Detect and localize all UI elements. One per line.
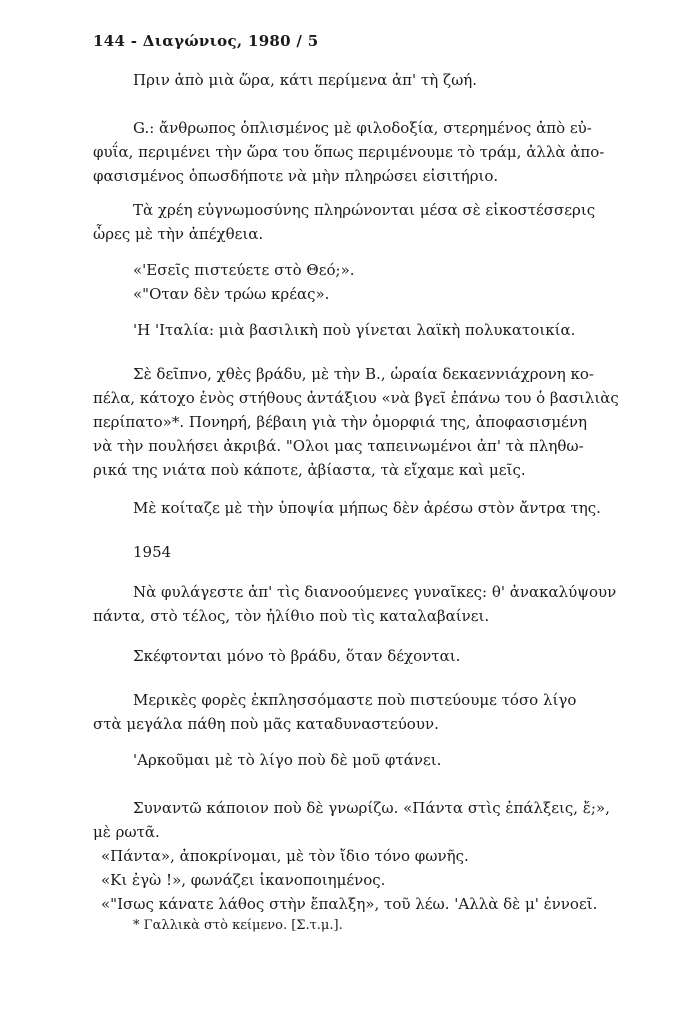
text-line: Νὰ φυλάγεστε ἀπ' τὶς διανοούμενες γυναῖκες: θ' ἀνακαλύψουν	[133, 583, 617, 601]
paragraph	[93, 362, 653, 482]
text-line: στὰ μεγάλα πάθη ποὺ μᾶς καταδυναστεύουν.	[93, 715, 439, 733]
text-line: «Κι ἐγὼ !», φωνάζει ἱκανοποιημένος.	[101, 871, 386, 889]
text-line: «Πάντα», ἀποκρίνομαι, μὲ τὸν ἴδιο τόνο φωνῆς.	[101, 847, 469, 865]
paragraph	[93, 318, 653, 342]
text-line: Σκέφτονται μόνο τὸ βράδυ, ὅταν δέχονται.	[133, 647, 461, 665]
running-header: 144 - Διαγώνιος, 1980 / 5	[93, 32, 319, 50]
text-line: «"Οταν δὲν τρώω κρέας».	[133, 285, 330, 303]
paragraph	[93, 258, 653, 306]
text-line: Πριν ἀπὸ μιὰ ὥρα, κάτι περίμενα ἀπ' τὴ ζωή.	[133, 71, 478, 89]
text-line: Συναντῶ κάποιον ποὺ δὲ γνωρίζω. «Πάντα στὶς ἐπάλξεις, ἔ;»,	[133, 799, 610, 817]
text-line: Μὲ κοίταζε μὲ τὴν ὑποψία μήπως δὲν ἀρέσω στὸν ἄντρα της.	[133, 499, 601, 517]
text-line: 1954	[133, 543, 172, 561]
text-line: πάντα, στὸ τέλος, τὸν ἠλίθιο ποὺ τὶς καταλαβαίνει.	[93, 607, 490, 625]
text-line: «'Εσεῖς πιστεύετε στὸ Θεό;».	[133, 261, 355, 279]
text-line: φυΐα, περιμένει τὴν ὥρα του ὅπως περιμένουμε τὸ τράμ, ἀλλὰ ἀπο-	[93, 143, 605, 161]
text-line: ρικά της νιάτα ποὺ κάποτε, ἀβίαστα, τὰ εἴχαμε καὶ μεῖς.	[93, 461, 526, 479]
paragraph	[93, 68, 653, 92]
text-line: 'Αρκοῦμαι μὲ τὸ λίγο ποὺ δὲ μοῦ φτάνει.	[133, 751, 442, 769]
footnote: * Γαλλικὰ στὸ κείμενο. [Σ.τ.μ.].	[133, 918, 343, 933]
text-line: 'Η 'Ιταλία: μιὰ βασιλικὴ ποὺ γίνεται λαϊκὴ πολυκατοικία.	[133, 321, 576, 339]
year-heading	[93, 540, 653, 564]
text-line: νὰ τὴν πουλήσει ἀκριβά. "Ολοι μας ταπεινωμένοι ἀπ' τὰ πληθω-	[93, 437, 584, 455]
paragraph	[93, 116, 653, 188]
text-line: G.: ἄνθρωπος ὁπλισμένος μὲ φιλοδοξία, στερημένος ἀπὸ εὐ-	[133, 119, 592, 137]
text-line: μὲ ρωτᾶ.	[93, 823, 160, 841]
paragraph	[93, 580, 653, 628]
text-line: «"Ισως κάνατε λάθος στὴν ἔπαλξη», τοῦ λέω. 'Αλλὰ δὲ μ' ἐννοεῖ.	[101, 895, 598, 913]
text-line: πέλα, κάτοχο ἑνὸς στήθους ἀντάξιου «νὰ βγεῖ ἐπάνω του ὁ βασιλιὰς	[93, 389, 619, 407]
text-line: ὧρες μὲ τὴν ἀπέχθεια.	[93, 225, 264, 243]
paragraph	[93, 496, 653, 520]
paragraph	[93, 748, 653, 772]
text-line: Τὰ χρέη εὐγνωμοσύνης πληρώνονται μέσα σὲ εἰκοστέσσερις	[133, 201, 596, 219]
text-line: Σὲ δεῖπνο, χθὲς βράδυ, μὲ τὴν Β., ὡραία δεκαεννιάχρονη κο-	[133, 365, 594, 383]
text-line: φασισμένος ὁπωσδήποτε νὰ μὴν πληρώσει εἰσιτήριο.	[93, 167, 499, 185]
paragraph	[93, 688, 653, 736]
paragraph	[93, 198, 653, 246]
text-line: Μερικὲς φορὲς ἐκπλησσόμαστε ποὺ πιστεύουμε τόσο λίγο	[133, 691, 577, 709]
text-line: περίπατο»*. Πονηρή, βέβαιη γιὰ τὴν ὀμορφιά της, ἀποφασισμένη	[93, 413, 587, 431]
paragraph	[93, 796, 653, 916]
paragraph	[93, 644, 653, 668]
